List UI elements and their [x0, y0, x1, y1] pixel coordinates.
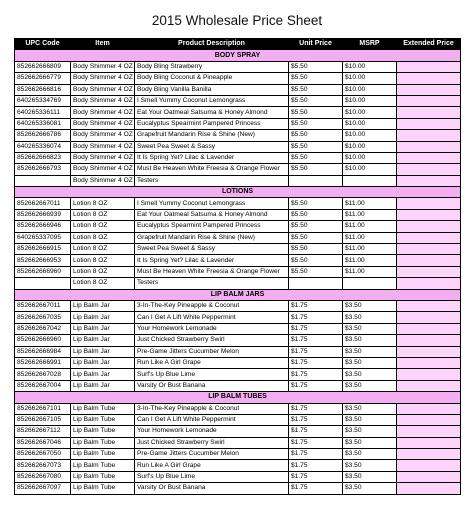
table-row	[15, 221, 461, 232]
col-header-msrp: MSRP	[343, 39, 397, 50]
msrp-cell: $3.50	[343, 369, 397, 380]
msrp-cell: $3.50	[343, 346, 397, 357]
unit-price-cell: $5.50	[289, 198, 343, 209]
unit-price-cell	[289, 175, 343, 186]
extended-price-cell	[397, 84, 461, 95]
unit-price-cell: $5.50	[289, 266, 343, 277]
extended-price-cell	[397, 460, 461, 471]
unit-price-cell: $5.50	[289, 221, 343, 232]
item-cell: Lotion 8 OZ	[71, 266, 135, 277]
description-cell: Surf's Up Blue Lime	[135, 471, 289, 482]
msrp-cell: $10.00	[343, 152, 397, 163]
table-row	[15, 323, 461, 334]
upc-cell: 852662667097	[15, 483, 71, 494]
unit-price-cell: $1.75	[289, 483, 343, 494]
table-row	[15, 118, 461, 129]
item-cell: Lip Balm Jar	[71, 380, 135, 391]
extended-price-cell	[397, 335, 461, 346]
table-row	[15, 209, 461, 220]
section-title: LIP BALM TUBES	[15, 392, 461, 403]
item-cell: Lip Balm Jar	[71, 335, 135, 346]
table-row	[15, 312, 461, 323]
extended-price-cell	[397, 175, 461, 186]
table-row	[15, 449, 461, 460]
description-cell: Eucalyptus Spearmint Pampered Princess	[135, 221, 289, 232]
unit-price-cell: $1.75	[289, 471, 343, 482]
upc-cell: 640265336081	[15, 118, 71, 129]
extended-price-cell	[397, 300, 461, 311]
description-cell: Varsity Or Bust Banana	[135, 483, 289, 494]
table-row	[15, 61, 461, 72]
extended-price-cell	[397, 198, 461, 209]
unit-price-cell: $1.75	[289, 460, 343, 471]
msrp-cell: $3.50	[343, 300, 397, 311]
col-header-extended-price: Extended Price	[397, 39, 461, 50]
description-cell: Run Like A Girl Grape	[135, 460, 289, 471]
msrp-cell: $3.50	[343, 437, 397, 448]
msrp-cell: $10.00	[343, 164, 397, 175]
table-row	[15, 403, 461, 414]
table-row	[15, 198, 461, 209]
table-row	[15, 278, 461, 289]
unit-price-cell: $5.50	[289, 255, 343, 266]
col-header-item: Item	[71, 39, 135, 50]
unit-price-cell: $5.50	[289, 232, 343, 243]
table-row	[15, 130, 461, 141]
unit-price-cell: $1.75	[289, 357, 343, 368]
table-row	[15, 471, 461, 482]
upc-cell: 852662666984	[15, 346, 71, 357]
item-cell: Lotion 8 OZ	[71, 244, 135, 255]
msrp-cell: $11.00	[343, 244, 397, 255]
upc-cell: 640265337095	[15, 232, 71, 243]
description-cell: Eat Your Oatmeal Satsuma & Honey Almond	[135, 107, 289, 118]
description-cell: 3-In-The-Key Pineapple & Coconut	[135, 403, 289, 414]
item-cell: Lip Balm Jar	[71, 323, 135, 334]
upc-cell: 852662666779	[15, 73, 71, 84]
unit-price-cell: $1.75	[289, 437, 343, 448]
upc-cell: 852662666809	[15, 61, 71, 72]
msrp-cell: $10.00	[343, 84, 397, 95]
upc-cell: 852662667105	[15, 414, 71, 425]
description-cell: Just Chicked Strawberry Swirl	[135, 437, 289, 448]
item-cell: Body Shimmer 4 OZ	[71, 73, 135, 84]
extended-price-cell	[397, 380, 461, 391]
upc-cell: 852662667080	[15, 471, 71, 482]
upc-cell: 640265336074	[15, 141, 71, 152]
description-cell: Eucalyptus Spearmint Pampered Princess	[135, 118, 289, 129]
description-cell: Grapefruit Mandarin Rise & Shine (New)	[135, 232, 289, 243]
extended-price-cell	[397, 107, 461, 118]
description-cell: I Smell Yummy Coconut Lemongrass	[135, 95, 289, 106]
msrp-cell: $3.50	[343, 449, 397, 460]
unit-price-cell: $1.75	[289, 449, 343, 460]
table-row	[15, 244, 461, 255]
extended-price-cell	[397, 141, 461, 152]
table-row	[15, 255, 461, 266]
description-cell: Sweet Pea Sweet & Sassy	[135, 141, 289, 152]
section-header-row	[15, 50, 461, 61]
table-row	[15, 426, 461, 437]
section-title: BODY SPRAY	[15, 50, 461, 61]
upc-cell: 852662667050	[15, 449, 71, 460]
extended-price-cell	[397, 414, 461, 425]
upc-cell: 852662666816	[15, 84, 71, 95]
msrp-cell: $10.00	[343, 73, 397, 84]
unit-price-cell: $5.50	[289, 84, 343, 95]
extended-price-cell	[397, 209, 461, 220]
unit-price-cell: $1.75	[289, 426, 343, 437]
table-row	[15, 414, 461, 425]
item-cell: Body Shimmer 4 OZ	[71, 107, 135, 118]
description-cell: Testers	[135, 175, 289, 186]
table-row	[15, 335, 461, 346]
unit-price-cell: $1.75	[289, 380, 343, 391]
table-row	[15, 346, 461, 357]
extended-price-cell	[397, 152, 461, 163]
item-cell: Lip Balm Jar	[71, 346, 135, 357]
item-cell: Lip Balm Jar	[71, 312, 135, 323]
unit-price-cell: $5.50	[289, 152, 343, 163]
msrp-cell: $11.00	[343, 221, 397, 232]
unit-price-cell: $1.75	[289, 414, 343, 425]
table-body	[15, 50, 461, 494]
description-cell: Must Be Heaven White Freesia & Orange Flower	[135, 164, 289, 175]
msrp-cell: $11.00	[343, 209, 397, 220]
description-cell: Can I Get A Lift White Peppermint	[135, 312, 289, 323]
extended-price-cell	[397, 449, 461, 460]
item-cell: Lip Balm Jar	[71, 300, 135, 311]
extended-price-cell	[397, 471, 461, 482]
upc-cell: 852662667035	[15, 312, 71, 323]
table-row	[15, 460, 461, 471]
unit-price-cell: $1.75	[289, 335, 343, 346]
unit-price-cell: $1.75	[289, 369, 343, 380]
upc-cell: 852662667101	[15, 403, 71, 414]
description-cell: Surf's Up Blue Lime	[135, 369, 289, 380]
unit-price-cell	[289, 278, 343, 289]
item-cell: Body Shimmer 4 OZ	[71, 164, 135, 175]
upc-cell: 852662666915	[15, 244, 71, 255]
upc-cell: 852662667028	[15, 369, 71, 380]
unit-price-cell: $1.75	[289, 346, 343, 357]
upc-cell: 640265336111	[15, 107, 71, 118]
upc-cell: 640265334769	[15, 95, 71, 106]
description-cell: I Smell Yummy Coconut Lemongrass	[135, 198, 289, 209]
extended-price-cell	[397, 164, 461, 175]
unit-price-cell: $5.50	[289, 118, 343, 129]
table-row	[15, 95, 461, 106]
msrp-cell: $10.00	[343, 107, 397, 118]
item-cell: Lip Balm Tube	[71, 426, 135, 437]
description-cell: Your Homework Lemonade	[135, 426, 289, 437]
msrp-cell: $3.50	[343, 460, 397, 471]
unit-price-cell: $5.50	[289, 95, 343, 106]
extended-price-cell	[397, 357, 461, 368]
description-cell: Pre-Game Jitters Cucumber Melon	[135, 346, 289, 357]
item-cell: Lip Balm Tube	[71, 471, 135, 482]
item-cell: Lip Balm Jar	[71, 369, 135, 380]
msrp-cell: $3.50	[343, 312, 397, 323]
table-row	[15, 357, 461, 368]
table-row	[15, 369, 461, 380]
price-table	[14, 38, 461, 495]
extended-price-cell	[397, 323, 461, 334]
upc-cell: 852662667042	[15, 323, 71, 334]
msrp-cell: $3.50	[343, 323, 397, 334]
upc-cell: 852662666960	[15, 335, 71, 346]
description-cell: It Is Spring Yet? Lilac & Lavender	[135, 152, 289, 163]
msrp-cell: $11.00	[343, 232, 397, 243]
unit-price-cell: $1.75	[289, 300, 343, 311]
description-cell: Body Bling Strawberry	[135, 61, 289, 72]
unit-price-cell: $1.75	[289, 403, 343, 414]
item-cell: Lotion 8 OZ	[71, 221, 135, 232]
upc-cell	[15, 278, 71, 289]
upc-cell: 852662666946	[15, 221, 71, 232]
extended-price-cell	[397, 426, 461, 437]
upc-cell: 852662667004	[15, 380, 71, 391]
extended-price-cell	[397, 346, 461, 357]
upc-cell: 852662667073	[15, 460, 71, 471]
msrp-cell: $3.50	[343, 357, 397, 368]
upc-cell: 852662666939	[15, 209, 71, 220]
col-header-description: Product Description	[135, 39, 289, 50]
unit-price-cell: $5.50	[289, 141, 343, 152]
item-cell: Body Shimmer 4 OZ	[71, 175, 135, 186]
msrp-cell: $10.00	[343, 130, 397, 141]
msrp-cell: $10.00	[343, 61, 397, 72]
table-row	[15, 300, 461, 311]
extended-price-cell	[397, 130, 461, 141]
item-cell: Body Shimmer 4 OZ	[71, 84, 135, 95]
table-row	[15, 175, 461, 186]
section-title: LOTIONS	[15, 187, 461, 198]
extended-price-cell	[397, 95, 461, 106]
section-header-row	[15, 187, 461, 198]
description-cell: Pre-Game Jitters Cucumber Melon	[135, 449, 289, 460]
description-cell: Testers	[135, 278, 289, 289]
item-cell: Lip Balm Tube	[71, 414, 135, 425]
item-cell: Lotion 8 OZ	[71, 209, 135, 220]
extended-price-cell	[397, 369, 461, 380]
item-cell: Body Shimmer 4 OZ	[71, 61, 135, 72]
description-cell: Your Homework Lemonade	[135, 323, 289, 334]
msrp-cell: $10.00	[343, 95, 397, 106]
unit-price-cell: $5.50	[289, 164, 343, 175]
unit-price-cell: $5.50	[289, 209, 343, 220]
msrp-cell: $3.50	[343, 426, 397, 437]
msrp-cell: $3.50	[343, 403, 397, 414]
extended-price-cell	[397, 312, 461, 323]
table-row	[15, 152, 461, 163]
description-cell: Sweet Pea Sweet & Sassy	[135, 244, 289, 255]
description-cell: Must Be Heaven White Freesia & Orange Flower	[135, 266, 289, 277]
description-cell: It Is Spring Yet? Lilac & Lavender	[135, 255, 289, 266]
description-cell: Just Chicked Strawberry Swirl	[135, 335, 289, 346]
upc-cell: 852662666786	[15, 130, 71, 141]
extended-price-cell	[397, 232, 461, 243]
unit-price-cell: $1.75	[289, 323, 343, 334]
item-cell: Lip Balm Tube	[71, 403, 135, 414]
description-cell: Run Like A Girl Grape	[135, 357, 289, 368]
unit-price-cell: $5.50	[289, 73, 343, 84]
item-cell: Body Shimmer 4 OZ	[71, 95, 135, 106]
extended-price-cell	[397, 73, 461, 84]
msrp-cell	[343, 278, 397, 289]
sheet-title: 2015 Wholesale Price Sheet	[151, 13, 323, 28]
table-row	[15, 84, 461, 95]
item-cell: Lip Balm Tube	[71, 449, 135, 460]
item-cell: Lip Balm Tube	[71, 437, 135, 448]
unit-price-cell: $5.50	[289, 107, 343, 118]
table-row	[15, 164, 461, 175]
extended-price-cell	[397, 244, 461, 255]
table-row	[15, 380, 461, 391]
upc-cell	[15, 175, 71, 186]
item-cell: Lip Balm Jar	[71, 357, 135, 368]
table-row	[15, 107, 461, 118]
extended-price-cell	[397, 61, 461, 72]
description-cell: Body Bling Coconut & Pineapple	[135, 73, 289, 84]
item-cell: Body Shimmer 4 OZ	[71, 141, 135, 152]
description-cell: 3-In-The-Key Pineapple & Coconut	[135, 300, 289, 311]
section-title: LIP BALM JARS	[15, 289, 461, 300]
description-cell: Eat Your Oatmeal Satsuma & Honey Almond	[135, 209, 289, 220]
msrp-cell: $3.50	[343, 471, 397, 482]
item-cell: Body Shimmer 4 OZ	[71, 152, 135, 163]
col-header-upc: UPC Code	[15, 39, 71, 50]
msrp-cell: $11.00	[343, 198, 397, 209]
upc-cell: 852662667112	[15, 426, 71, 437]
msrp-cell: $3.50	[343, 380, 397, 391]
table-row	[15, 437, 461, 448]
extended-price-cell	[397, 255, 461, 266]
upc-cell: 852662667011	[15, 198, 71, 209]
msrp-cell: $10.00	[343, 118, 397, 129]
item-cell: Lotion 8 OZ	[71, 255, 135, 266]
description-cell: Varsity Or Bust Banana	[135, 380, 289, 391]
description-cell: Can I Get A Lift White Peppermint	[135, 414, 289, 425]
item-cell: Lip Balm Tube	[71, 460, 135, 471]
unit-price-cell: $5.50	[289, 244, 343, 255]
extended-price-cell	[397, 483, 461, 494]
unit-price-cell: $1.75	[289, 312, 343, 323]
section-header-row	[15, 289, 461, 300]
description-cell: Grapefruit Mandarin Rise & Shine (New)	[135, 130, 289, 141]
msrp-cell: $3.50	[343, 414, 397, 425]
upc-cell: 852662666793	[15, 164, 71, 175]
item-cell: Lotion 8 OZ	[71, 198, 135, 209]
col-header-unit-price: Unit Price	[289, 39, 343, 50]
upc-cell: 852662666991	[15, 357, 71, 368]
extended-price-cell	[397, 221, 461, 232]
item-cell: Body Shimmer 4 OZ	[71, 118, 135, 129]
table-row	[15, 266, 461, 277]
table-row	[15, 141, 461, 152]
table-row	[15, 73, 461, 84]
msrp-cell: $3.50	[343, 335, 397, 346]
table-row	[15, 232, 461, 243]
extended-price-cell	[397, 118, 461, 129]
unit-price-cell: $5.50	[289, 61, 343, 72]
upc-cell: 852662667046	[15, 437, 71, 448]
extended-price-cell	[397, 266, 461, 277]
msrp-cell: $3.50	[343, 483, 397, 494]
upc-cell: 852662666953	[15, 255, 71, 266]
table-row	[15, 483, 461, 494]
section-header-row	[15, 392, 461, 403]
msrp-cell: $11.00	[343, 266, 397, 277]
extended-price-cell	[397, 278, 461, 289]
item-cell: Lotion 8 OZ	[71, 232, 135, 243]
header-row	[15, 39, 461, 50]
upc-cell: 852662667011	[15, 300, 71, 311]
description-cell: Body Bling Vanilla Banilla	[135, 84, 289, 95]
upc-cell: 852662666960	[15, 266, 71, 277]
upc-cell: 852662666823	[15, 152, 71, 163]
extended-price-cell	[397, 437, 461, 448]
msrp-cell	[343, 175, 397, 186]
item-cell: Body Shimmer 4 OZ	[71, 130, 135, 141]
item-cell: Lotion 8 OZ	[71, 278, 135, 289]
item-cell: Lip Balm Tube	[71, 483, 135, 494]
extended-price-cell	[397, 403, 461, 414]
msrp-cell: $10.00	[343, 141, 397, 152]
msrp-cell: $11.00	[343, 255, 397, 266]
unit-price-cell: $5.50	[289, 130, 343, 141]
